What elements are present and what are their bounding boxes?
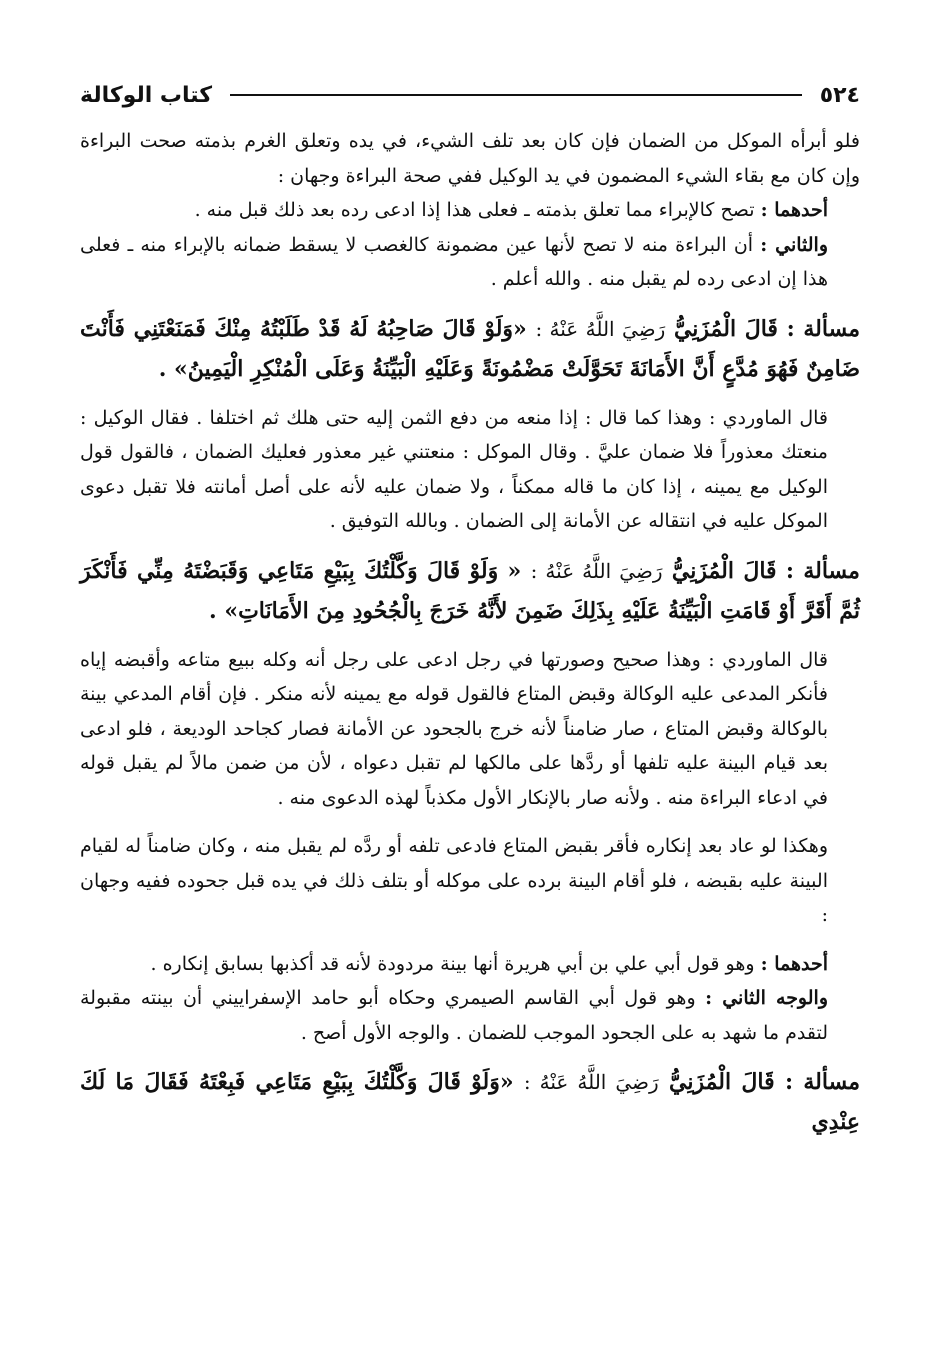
page-header <box>80 78 860 112</box>
paragraph-text: قال الماوردي : وهذا صحيح وصورتها في رجل ادعى على رجل أنه وكله ببيع متاعه وأقبضه إياه فأنكر المدعى عليه الوكالة وقبض المتاع فالقول قوله مع يمينه لأنه منكر . فإن أقام المدعي بينة بالوكالة وقبض المتاع ، صار ضامناً لأنه خرج بالجحود عن الأمانة فصار كجاحد الوديعة ، فلو ادعى بعد قيام البينة عليه تلفها أو ردَّها على مالكها لم تقبل دعواه ، لأن من ضمن مالاً لم يقبل قوله في ادعاء البراءة منه . ولأنه صار بالإنكار الأول مكذباً لهذه الدعوى منه . <box>80 648 828 809</box>
masala-quote: « وَلَوْ قَالَ وَكَّلْتُكَ بِبَيْعِ مَتَاعِي وَقَبَضْتَهُ مِنِّي فَأَنْكَرَ ثُمَّ أَقَرَّ أَوْ قَامَتِ الْبَيِّنَةُ عَلَيْهِ بِذَلِكَ ضَمِنَ لأَنَّهُ خَرَجَ بِالْجُحُودِ مِنَ الأَمَانَاتِ» . <box>80 557 860 624</box>
masala-label: مسألة : <box>785 557 860 584</box>
masala-speaker: قَالَ الْمُزَنِيُّ <box>668 1069 775 1095</box>
paragraph-2 <box>80 193 860 228</box>
page-body <box>80 124 860 1142</box>
paragraph-text: وهو قول أبي علي بن أبي هريرة أنها بينة مردودة لأنه قد أكذبها بسابق إنكاره . <box>150 952 755 975</box>
masala-quote: «وَلَوْ قَالَ وَكَّلْتُكَ بِبَيْعِ مَتَاعِي فَبِعْتَهُ فَقَالَ مَا لَكَ عِنْدِي <box>80 1069 860 1135</box>
book-title: كتاب الوكالة <box>80 82 213 108</box>
paragraph-text: فلو أبرأه الموكل من الضمان فإن كان بعد تلف الشيء، في يده وتعلق الغرم بذمته صحت البراءة وإن كان مع بقاء الشيء المضمون في يد الوكيل ففي صحة البراءة وجهان : <box>80 130 860 187</box>
paragraph-7 <box>80 947 860 982</box>
masala-1 <box>80 309 860 389</box>
paragraph-lead: والثاني : <box>760 233 828 256</box>
paragraph-text: أن البراءة منه لا تصح لأنها عين مضمونة كالغصب لا يسقط ضمانه بالإبراء منه ـ فعلى هذا إن ادعى رده لم يقبل منه . والله أعلم . <box>80 233 828 290</box>
paragraph-5 <box>80 643 860 816</box>
paragraph-1 <box>80 124 860 193</box>
masala-speaker: قَالَ الْمُزَنِيُّ <box>673 315 778 342</box>
paragraph-lead: أحدهما : <box>760 199 828 221</box>
paragraph-text: تصح كالإبراء مما تعلق بذمته ـ فعلى هذا إذا ادعى رده بعد ذلك قبل منه . <box>194 199 755 221</box>
paragraph-lead: والوجه الثاني : <box>705 987 828 1009</box>
paragraph-text: وهكذا لو عاد بعد إنكاره فأقر بقبض المتاع فادعى تلفه أو ردَّه لم يقبل منه ، وكان ضامناً له لقيام البينة عليه بقبضه ، فلو أقام البينة برده على موكله أو بتلف ذلك في يده قبل جحوده ففيه وجهان : <box>80 835 828 926</box>
masala-quote: «وَلَوْ قَالَ صَاحِبُهُ لَهُ قَدْ طَلَبْتُهُ مِنْكَ فَمَنَعْتَنِي فَأَنْتَ ضَامِنٌ فَهُوَ مُدَّعٍ أَنَّ الأَمَانَةَ تَحَوَّلَتْ مَضْمُونَةً وَعَلَيْهِ الْبَيِّنَةُ وَعَلَى الْمُنْكِرِ الْيَمِينُ» . <box>80 315 860 382</box>
paragraph-6 <box>80 829 860 933</box>
paragraph-text: قال الماوردي : وهذا كما قال : إذا منعه من دفع الثمن إليه حتى هلك ثم اختلفا . فقال الوكيل : منعتك معذوراً فلا ضمان عليَّ . وقال الموكل : منعتني غير معذور فعليك الضمان ، فالقول قول الوكيل مع يمينه ، إذا كان ما قاله ممكناً ، ولا ضمان عليه لأنه على أصل أمانته فلا تقبل دعوى الموكل عليه في انتقاله عن الأمانة إلى الضمان . وبالله التوفيق . <box>80 406 828 532</box>
page-number: ٥٢٤ <box>819 82 860 108</box>
masala-2 <box>80 551 860 631</box>
paragraph-4 <box>80 401 860 539</box>
paragraph-3 <box>80 228 860 297</box>
masala-blessing: رَضِيَ اللَّهُ عَنْهُ : <box>530 558 663 583</box>
paragraph-8 <box>80 981 860 1050</box>
masala-label: مسألة : <box>786 315 860 342</box>
masala-label: مسألة : <box>784 1069 860 1095</box>
masala-speaker: قَالَ الْمُزَنِيُّ <box>671 557 777 584</box>
masala-blessing: رَضِيَ اللَّهُ عَنْهُ : <box>535 316 666 341</box>
paragraph-lead: أحدهما : <box>760 952 828 975</box>
header-rule <box>230 94 802 96</box>
masala-blessing: رَضِيَ اللَّهُ عَنْهُ : <box>523 1070 659 1094</box>
masala-3 <box>80 1062 860 1142</box>
paragraph-text: وهو قول أبي القاسم الصيمري وحكاه أبو حامد الإسفراييني أن بينته مقبولة لتقدم ما شهد به على الجحود الموجب للضمان . والوجه الأول أصح . <box>80 987 828 1044</box>
